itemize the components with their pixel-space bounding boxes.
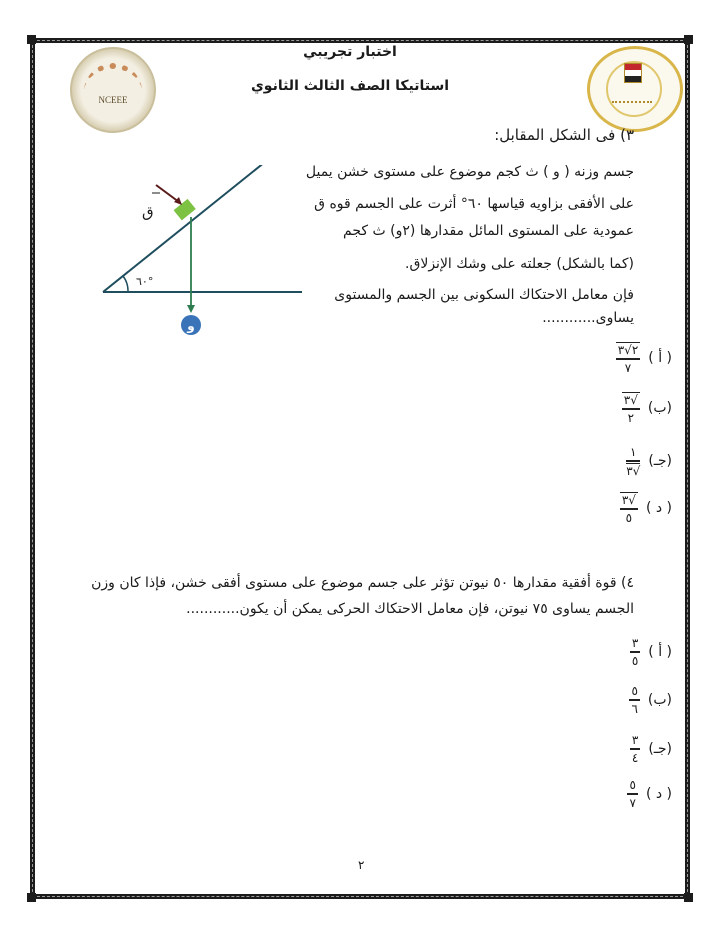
weight-label: و [187, 319, 195, 333]
fraction-bar [627, 793, 637, 795]
logo-text: NCEEE [98, 95, 128, 105]
fraction [622, 392, 640, 425]
fraction-bar [620, 508, 638, 510]
angle-arc [123, 276, 128, 292]
numerator: ٣ [631, 636, 639, 650]
fraction [626, 445, 640, 478]
question-4-text-line: الجسم يساوى ٧٥ نيوتن، فإن معامل الاحتكاك الحركى يمكن أن يكون............ [186, 601, 634, 617]
inclined-plane-diagram [90, 165, 310, 345]
option-letter: (جـ) [648, 453, 672, 470]
question-3-text-line: على الأفقى بزاويه قياسها ٦٠° أثرت على الجسم قوه ق [314, 196, 634, 212]
numerator: ٢√٣ [617, 343, 639, 357]
border-corner [27, 893, 36, 902]
option-letter: ( د ) [645, 785, 672, 802]
option-letter: ( أ ) [648, 643, 672, 660]
option-letter: (جـ) [648, 740, 672, 757]
fraction [616, 342, 641, 375]
question-4-option-c[interactable] [630, 733, 672, 765]
fraction-bar [630, 651, 640, 653]
denominator: ٧ [629, 795, 636, 810]
question-3-option-a[interactable] [616, 342, 672, 375]
fraction-bar [622, 408, 640, 410]
fraction-bar [626, 460, 640, 462]
question-3-option-c[interactable] [626, 445, 672, 478]
question-3-heading: ٣) فى الشكل المقابل: [494, 126, 634, 144]
exam-title: اختبار تجريبي [303, 44, 397, 60]
question-3-option-d[interactable] [620, 492, 672, 525]
force-label: ق [142, 203, 154, 221]
numerator: ١ [630, 445, 637, 459]
angle-label: ٦٠° [136, 275, 154, 288]
inclined-plane-line [103, 165, 265, 292]
option-letter: ( أ ) [648, 350, 672, 367]
numerator: √٣ [621, 493, 636, 507]
denominator: ٦ [631, 701, 638, 716]
border-corner [684, 893, 693, 902]
question-3-text-line: عمودية على المستوى المائل مقدارها (٢و) ث كجم [343, 223, 634, 239]
weight-arrowhead-icon [187, 305, 195, 313]
question-3-text-line: يساوى............ [542, 310, 634, 326]
page-number: ٢ [358, 858, 365, 872]
fraction [630, 733, 640, 765]
fraction [620, 492, 638, 525]
question-3-option-b[interactable] [622, 392, 672, 425]
question-3-text-line: جسم وزنه ( و ) ث كجم موضوع على مستوى خشن يميل [305, 164, 634, 180]
question-4-option-a[interactable] [630, 636, 672, 668]
question-4-option-d[interactable] [627, 778, 672, 810]
question-4-text-line: ٤) قوة أفقية مقدارها ٥٠ نيوتن تؤثر على جسم موضوع على مستوى أفقى خشن، فإذا كان وزن [91, 575, 634, 591]
option-letter: ( د ) [645, 500, 672, 517]
denominator: ٤ [631, 750, 639, 765]
border-corner [684, 35, 693, 44]
denominator: ٥ [625, 510, 633, 525]
question-4-option-b[interactable] [629, 684, 672, 716]
question-3-text-line: (كما بالشكل) جعلته على وشك الإنزلاق. [405, 256, 634, 272]
fraction-bar [629, 699, 639, 701]
denominator: ٧ [624, 360, 632, 375]
numerator: ٥ [631, 684, 638, 698]
numerator: ٥ [629, 778, 636, 792]
fraction [629, 684, 639, 716]
denominator: ٢ [627, 410, 635, 425]
fraction-bar [616, 358, 641, 360]
numerator: √٣ [623, 393, 638, 407]
exam-subtitle: استاتيكا الصف الثالث الثانوي [250, 78, 450, 94]
border-corner [27, 35, 36, 44]
fraction [627, 778, 637, 810]
denominator: ٥ [631, 653, 639, 668]
option-letter: (ب) [647, 691, 672, 708]
denominator: √٣ [626, 463, 641, 478]
numerator: ٣ [631, 733, 639, 747]
question-3-text-line: فإن معامل الاحتكاك السكونى بين الجسم والمستوى [334, 287, 634, 303]
fraction [630, 636, 640, 668]
fraction-bar [630, 748, 640, 750]
option-letter: (ب) [647, 400, 672, 417]
